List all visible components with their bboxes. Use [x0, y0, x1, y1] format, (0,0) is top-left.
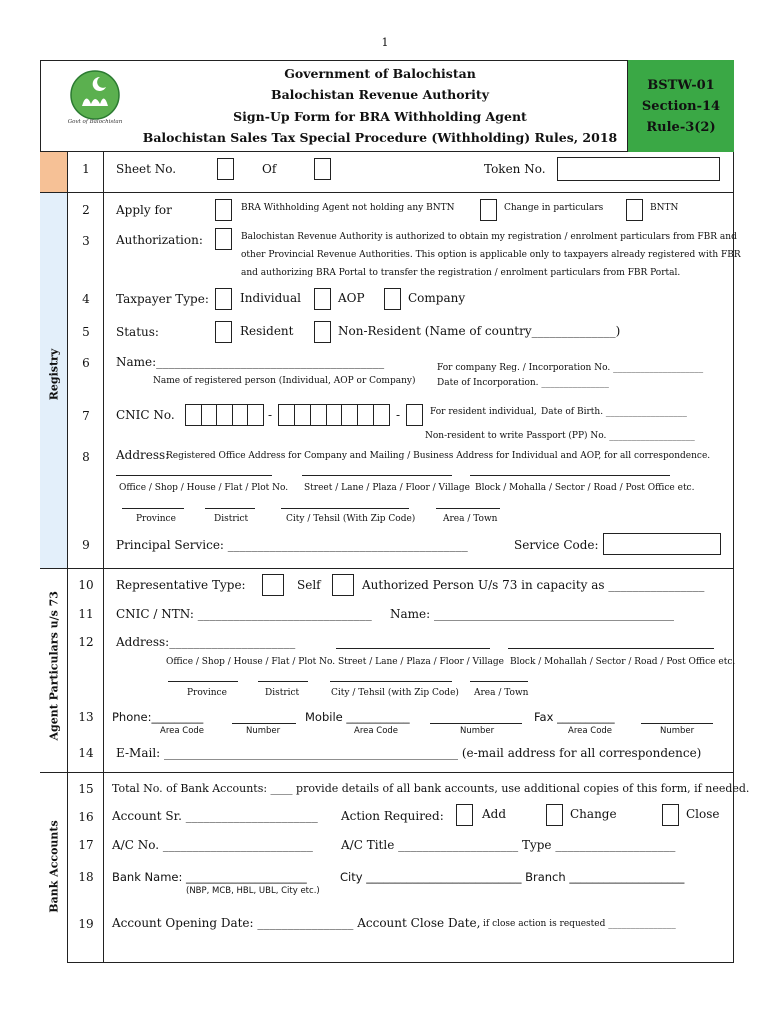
close-date-hint[interactable]: if close action is requested _______________ [483, 919, 676, 929]
form-frame [40, 60, 734, 963]
agent-address-field[interactable]: Address:_____________________ [116, 635, 296, 649]
form-code-box [627, 60, 734, 152]
row-number: 13 [78, 710, 94, 724]
status-resident-label: Resident [240, 324, 294, 338]
taxpayer-aop-checkbox[interactable] [314, 288, 331, 310]
cnic-dash: - [268, 408, 273, 422]
address-office-caption: Office / Shop / House / Flat / Plot No. [119, 483, 289, 493]
page-number: 1 [381, 36, 389, 49]
row-number: 12 [78, 635, 94, 649]
separator [40, 568, 734, 569]
phone-area-caption: Area Code [160, 726, 205, 736]
address-line[interactable] [470, 681, 528, 682]
account-dates-field[interactable]: Account Opening Date: ________________ Account Close Date, [112, 916, 481, 930]
cnic-block-2[interactable] [278, 404, 390, 426]
token-no-field[interactable] [557, 157, 720, 181]
action-add-label: Add [482, 807, 507, 821]
taxpayer-individual-label: Individual [240, 291, 302, 305]
agent-address-area-caption: Area / Town [474, 688, 529, 698]
service-code-field[interactable] [603, 533, 721, 555]
row-number: 16 [78, 810, 94, 824]
address-line[interactable] [258, 681, 308, 682]
address-province-caption: Province [136, 514, 176, 524]
row-number: 1 [82, 162, 90, 176]
address-area-caption: Area / Town [443, 514, 498, 524]
status-nonresident-label: Non-Resident (Name of country______________) [338, 324, 621, 338]
mobile-number-caption: Number [460, 726, 495, 736]
name-field[interactable]: Name:______________________________________ [116, 355, 385, 369]
phone-area-field[interactable]: Phone:_________ [112, 710, 204, 724]
resident-individual-label: For resident individual, [430, 407, 537, 417]
sheet-no-label: Sheet No. [116, 162, 177, 176]
bank-accounts-label: Bank Accounts [47, 820, 61, 913]
representative-authorized-label: Authorized Person U/s 73 in capacity as ________________ [362, 578, 705, 592]
agent-name-field[interactable]: Name: ________________________________________ [390, 607, 674, 621]
row-number: 7 [82, 409, 90, 423]
representative-authorized-checkbox[interactable] [332, 574, 354, 596]
company-reg-field[interactable]: For company Reg. / Incorporation No. ____________________ [437, 363, 704, 373]
address-line[interactable] [302, 475, 452, 476]
apply-bntn-label: BNTN [650, 203, 679, 213]
phone-number-caption: Number [246, 726, 281, 736]
form-code: BSTW-01 [647, 78, 715, 93]
address-label: Address: [116, 448, 170, 462]
action-required-label: Action Required: [341, 809, 444, 823]
status-nonresident-checkbox[interactable] [314, 321, 331, 343]
row-number: 2 [82, 203, 90, 217]
of-label: Of [262, 162, 277, 176]
representative-self-label: Self [297, 578, 321, 592]
passport-field[interactable]: Non-resident to write Passport (PP) No. ___________________ [425, 431, 695, 441]
address-description: Registered Office Address for Company and Mailing / Business Address for Individual and AOP, for all correspondence. [166, 451, 711, 461]
address-line[interactable] [122, 508, 184, 509]
address-line[interactable] [336, 648, 490, 649]
email-field[interactable]: E-Mail: _________________________________________________ (e-mail address for all correspondence) [116, 746, 702, 760]
side-orange-cell [40, 152, 68, 192]
name-hint: Name of registered person (Individual, AOP or Company) [153, 376, 416, 386]
taxpayer-company-label: Company [408, 291, 466, 305]
bank-name-hint: (NBP, MCB, HBL, UBL, City etc.) [186, 886, 320, 896]
fax-area-caption: Area Code [568, 726, 613, 736]
authorization-text-3: and authorizing BRA Portal to transfer the registration / enrolment particulars from FBR Portal. [241, 268, 681, 278]
taxpayer-aop-label: AOP [338, 291, 365, 305]
sheet-of-box[interactable] [314, 158, 331, 180]
address-street-caption: Street / Lane / Plaza / Floor / Village [304, 483, 470, 493]
cnic-block-3[interactable] [406, 404, 423, 426]
authorization-text-2: other Provincial Revenue Authorities. This option is applicable only to taxpayers already registered with FBR [241, 250, 741, 260]
row-number: 4 [82, 292, 90, 306]
date-of-birth-field[interactable]: Date of Birth. __________________ [541, 407, 687, 417]
mobile-number-line[interactable] [430, 723, 522, 724]
action-add-checkbox[interactable] [456, 804, 473, 826]
token-no-label: Token No. [484, 162, 546, 176]
apply-withholding-agent-checkbox[interactable] [215, 199, 232, 221]
fax-number-caption: Number [660, 726, 695, 736]
action-close-label: Close [686, 807, 720, 821]
header-form-title: Sign-Up Form for BRA Withholding Agent [233, 109, 527, 124]
authorization-checkbox[interactable] [215, 228, 232, 250]
row-number: 10 [78, 578, 94, 592]
action-close-checkbox[interactable] [662, 804, 679, 826]
mobile-area-caption: Area Code [354, 726, 399, 736]
representative-type-label: Representative Type: [116, 578, 246, 592]
header-government: Government of Balochistan [284, 66, 476, 81]
form-rule: Rule-3(2) [646, 120, 716, 135]
address-line[interactable] [205, 508, 255, 509]
apply-change-particulars-label: Change in particulars [504, 203, 604, 213]
action-change-label: Change [570, 807, 617, 821]
bank-side [40, 772, 68, 963]
address-line[interactable] [470, 475, 670, 476]
address-line[interactable] [330, 681, 452, 682]
address-line[interactable] [116, 475, 272, 476]
apply-bntn-checkbox[interactable] [626, 199, 643, 221]
apply-withholding-agent-label: BRA Withholding Agent not holding any BNTN [241, 203, 455, 213]
row-number: 6 [82, 356, 90, 370]
agent-side [40, 568, 68, 772]
total-bank-accounts-field[interactable]: Total No. of Bank Accounts: ____ provide details of all bank accounts, use additional copies of this form, if needed. [112, 782, 750, 795]
row-number: 3 [82, 234, 90, 248]
incorporation-date-field[interactable]: Date of Incorporation. _______________ [437, 378, 609, 388]
separator [40, 772, 734, 773]
address-line[interactable] [168, 681, 238, 682]
row-number: 15 [78, 782, 94, 796]
government-logo [60, 68, 130, 126]
apply-for-label: Apply for [116, 203, 172, 217]
mobile-area-field[interactable]: Mobile ___________ [305, 710, 410, 724]
taxpayer-type-label: Taxpayer Type: [116, 292, 209, 306]
bank-name-field[interactable]: Bank Name: _____________________ [112, 870, 307, 884]
address-district-caption: District [214, 514, 249, 524]
svg-text:Govt of Balochistan: Govt of Balochistan [67, 119, 123, 125]
row-number: 8 [82, 450, 90, 464]
city-branch-field[interactable]: City ___________________________ Branch ____________________ [340, 870, 685, 884]
representative-self-checkbox[interactable] [262, 574, 284, 596]
phone-number-line[interactable] [232, 723, 296, 724]
cnic-label: CNIC No. [116, 408, 175, 422]
agent-cnic-ntn-field[interactable]: CNIC / NTN: _____________________________ [116, 607, 372, 621]
row-number: 9 [82, 538, 90, 552]
account-number-field[interactable]: A/C No. _________________________ [112, 838, 313, 852]
action-change-checkbox[interactable] [546, 804, 563, 826]
address-city-caption: City / Tehsil (With Zip Code) [286, 514, 416, 524]
agent-address-office-caption: Office / Shop / House / Flat / Plot No. [166, 657, 336, 667]
service-code-label: Service Code: [514, 538, 599, 552]
authorization-label: Authorization: [116, 233, 203, 247]
agent-address-province-caption: Province [187, 688, 227, 698]
fax-area-field[interactable]: Fax __________ [534, 710, 615, 724]
cnic-dash: - [396, 408, 401, 422]
row-number: 5 [82, 325, 90, 339]
agent-address-city-caption: City / Tehsil (with Zip Code) [331, 688, 459, 698]
authorization-text-1: Balochistan Revenue Authority is authorized to obtain my registration / enrolment particulars from FBR and [241, 232, 737, 242]
registry-side [40, 192, 68, 568]
cnic-block-1[interactable] [185, 404, 264, 426]
row-number: 14 [78, 746, 94, 760]
status-label: Status: [116, 325, 159, 339]
address-block-caption: Block / Mohalla / Sector / Road / Post Office etc. [475, 483, 695, 493]
agent-address-district-caption: District [265, 688, 300, 698]
row-number: 18 [78, 870, 94, 884]
header-authority: Balochistan Revenue Authority [271, 87, 489, 102]
address-line[interactable] [508, 648, 714, 649]
taxpayer-individual-checkbox[interactable] [215, 288, 232, 310]
fax-number-line[interactable] [641, 723, 713, 724]
sheet-no-box[interactable] [217, 158, 234, 180]
agent-address-block-caption: Block / Mohallah / Sector / Road / Post Office etc. [510, 657, 736, 667]
principal-service-field[interactable]: Principal Service: ________________________________________ [116, 538, 468, 552]
account-sr-field[interactable]: Account Sr. ______________________ [112, 809, 318, 823]
row-number: 19 [78, 917, 94, 931]
address-line[interactable] [436, 508, 500, 509]
registry-label: Registry [47, 348, 61, 401]
account-title-type-field[interactable]: A/C Title ____________________ Type ____________________ [341, 838, 676, 852]
row-number: 17 [78, 838, 94, 852]
status-resident-checkbox[interactable] [215, 321, 232, 343]
taxpayer-company-checkbox[interactable] [384, 288, 401, 310]
form-section: Section-14 [641, 99, 721, 114]
separator [40, 192, 734, 193]
agent-particulars-label: Agent Particulars u/s 73 [47, 591, 61, 741]
agent-address-street-caption: Street / Lane / Plaza / Floor / Village [338, 657, 504, 667]
apply-change-particulars-checkbox[interactable] [480, 199, 497, 221]
header-rules: Balochistan Sales Tax Special Procedure (Withholding) Rules, 2018 [142, 130, 618, 145]
row-number: 11 [78, 607, 94, 621]
address-line[interactable] [281, 508, 409, 509]
